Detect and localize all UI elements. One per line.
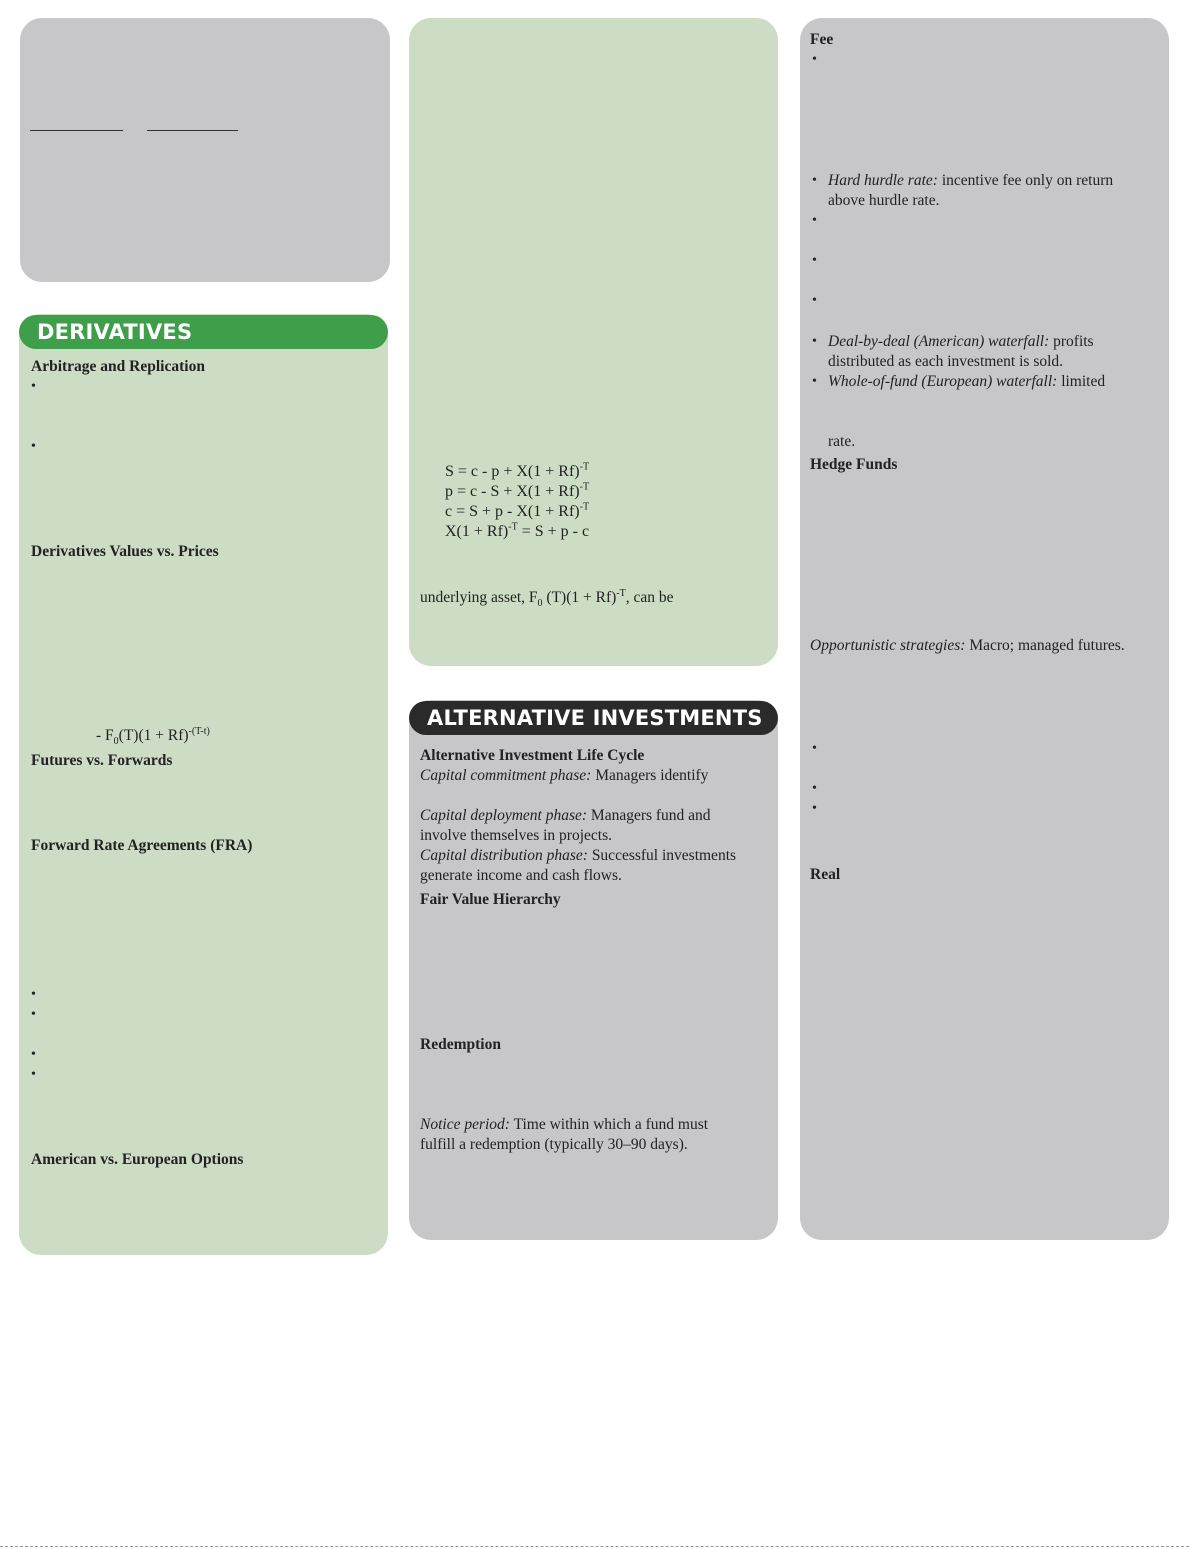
put-call-parity-panel	[409, 18, 778, 666]
bullet: •	[812, 801, 817, 816]
values-prices-heading: Derivatives Values vs. Prices	[31, 543, 219, 560]
whole-line	[828, 372, 1105, 392]
notice-label: Notice period:	[420, 1116, 510, 1133]
page-bottom-rule	[0, 1546, 1189, 1547]
bullet: •	[812, 293, 817, 308]
eq4-a: X(1 + Rf)	[445, 523, 509, 540]
deployment-line-2: involve themselves in projects.	[420, 827, 612, 844]
bullet: •	[31, 439, 36, 454]
underlying-b: (T)(1 + Rf)	[542, 589, 617, 606]
bullet: •	[31, 1007, 36, 1022]
deployment-text: Managers fund and	[587, 807, 711, 824]
opportunistic-line	[810, 636, 1125, 656]
deployment-label: Capital deployment phase:	[420, 807, 588, 824]
fra-heading: Forward Rate Agreements (FRA)	[31, 837, 253, 854]
real-heading: Real	[810, 866, 841, 883]
fee-heading: Fee	[810, 31, 834, 48]
bullet: •	[31, 1067, 36, 1082]
notice-line	[420, 1115, 708, 1135]
bullet: •	[812, 213, 817, 228]
whole-label: Whole-of-fund (European) waterfall:	[828, 373, 1058, 390]
underlying-sub: 0	[537, 598, 543, 610]
eq1-exp: -T	[579, 461, 590, 473]
blank-line	[30, 130, 123, 131]
underlying-asset-line	[420, 588, 673, 608]
formula-prefix: - F	[96, 727, 114, 744]
derivatives-panel	[19, 314, 388, 1255]
bullet: •	[812, 253, 817, 268]
alternatives-banner: ALTERNATIVE INVESTMENTS	[409, 701, 778, 735]
eq2-main: p = c - S + X(1 + Rf)	[445, 483, 580, 500]
bullet: •	[812, 52, 817, 67]
deal-line	[828, 332, 1094, 352]
underlying-c: , can be	[625, 589, 674, 606]
parity-equation-2	[445, 482, 589, 502]
hedge-funds-heading: Hedge Funds	[810, 456, 898, 473]
lifecycle-heading: Alternative Investment Life Cycle	[420, 747, 645, 764]
fair-value-heading: Fair Value Hierarchy	[420, 891, 561, 908]
parity-equation-4	[445, 522, 589, 542]
bullet: •	[31, 1047, 36, 1062]
underlying-exp: -T	[616, 587, 626, 599]
formula-sub: 0	[113, 736, 119, 748]
eq4-exp: -T	[508, 521, 518, 533]
bullet: •	[812, 741, 817, 756]
commitment-line	[420, 766, 708, 786]
deployment-line	[420, 806, 711, 826]
formula-exp: -(T-t)	[188, 725, 210, 737]
bullet: •	[31, 987, 36, 1002]
parity-equation-1	[445, 462, 589, 482]
commitment-text: Managers identify	[591, 767, 709, 784]
deal-label: Deal-by-deal (American) waterfall:	[828, 333, 1050, 350]
forward-value-formula	[96, 726, 210, 746]
opportunistic-text: Macro; managed futures.	[965, 637, 1125, 654]
bullet: •	[31, 379, 36, 394]
eq1-main: S = c - p + X(1 + Rf)	[445, 463, 580, 480]
eq4-b: = S + p - c	[517, 523, 590, 540]
formula-mid: (T)(1 + Rf)	[118, 727, 189, 744]
distribution-label: Capital distribution phase:	[420, 847, 588, 864]
opportunistic-label: Opportunistic strategies:	[810, 637, 966, 654]
eq3-exp: -T	[579, 501, 590, 513]
arbitrage-heading: Arbitrage and Replication	[31, 358, 205, 375]
redemption-heading: Redemption	[420, 1036, 501, 1053]
deal-text: profits	[1049, 333, 1094, 350]
distribution-line-2: generate income and cash flows.	[420, 867, 622, 884]
bullet: •	[812, 173, 817, 188]
notice-text: Time within which a fund must	[509, 1116, 709, 1133]
distribution-text: Successful investments	[587, 847, 737, 864]
blank-line	[147, 130, 238, 131]
whole-text: limited	[1057, 373, 1106, 390]
rate-line: rate.	[828, 433, 856, 450]
derivatives-banner: DERIVATIVES	[19, 315, 388, 349]
bullet: •	[812, 374, 817, 389]
intro-panel	[20, 18, 390, 282]
hard-hurdle-label: Hard hurdle rate:	[828, 172, 938, 189]
notice-line-2: fulfill a redemption (typically 30–90 days).	[420, 1136, 688, 1153]
commitment-label: Capital commitment phase:	[420, 767, 592, 784]
eq2-exp: -T	[579, 481, 590, 493]
deal-line-2: distributed as each investment is sold.	[828, 353, 1064, 370]
parity-equation-3	[445, 502, 589, 522]
bullet: •	[812, 781, 817, 796]
bullet: •	[812, 334, 817, 349]
hard-hurdle-line-2: above hurdle rate.	[828, 192, 940, 209]
underlying-a: underlying asset, F	[420, 589, 538, 606]
options-heading: American vs. European Options	[31, 1151, 244, 1168]
eq3-main: c = S + p - X(1 + Rf)	[445, 503, 580, 520]
futures-heading: Futures vs. Forwards	[31, 752, 173, 769]
distribution-line	[420, 846, 736, 866]
hard-hurdle-line	[828, 171, 1113, 191]
hard-hurdle-text: incentive fee only on return	[937, 172, 1114, 189]
